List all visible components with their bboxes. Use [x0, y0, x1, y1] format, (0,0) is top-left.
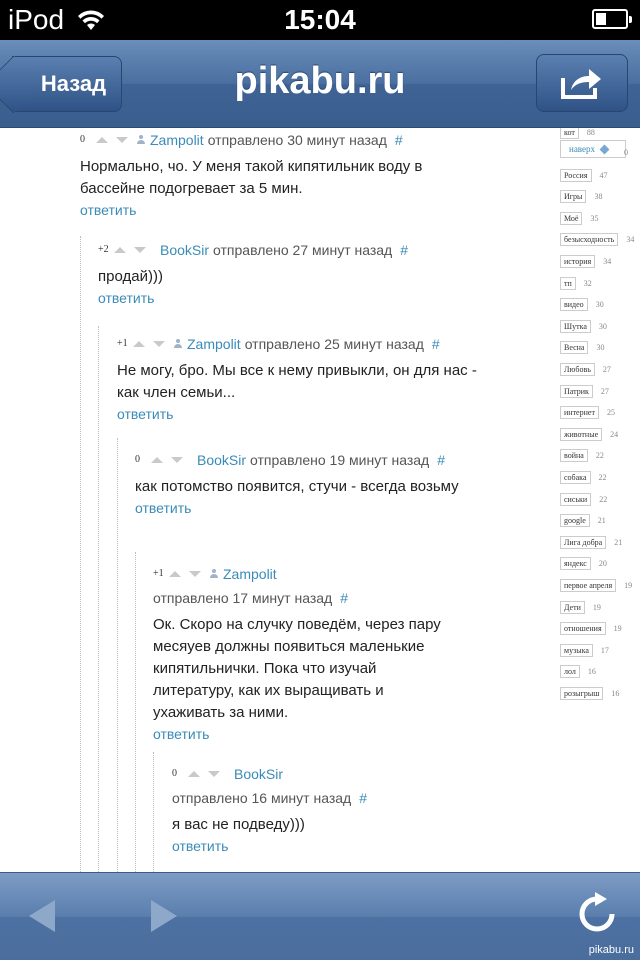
- tag-item[interactable]: [560, 319, 607, 333]
- tag-label: отношения: [560, 622, 606, 635]
- comment: [135, 448, 465, 516]
- tag-count: 19: [624, 580, 633, 590]
- comment-meta: [153, 562, 443, 610]
- tag-label: кот: [560, 128, 579, 139]
- comment-username[interactable]: Zampolit: [150, 132, 204, 148]
- tag-item[interactable]: [560, 406, 615, 420]
- tag-count: 20: [598, 559, 607, 569]
- tag-item[interactable]: [560, 665, 596, 679]
- tag-item[interactable]: [560, 384, 609, 398]
- tag-count: 30: [595, 300, 604, 310]
- tag-count: 16: [611, 688, 620, 698]
- comment-username[interactable]: BookSir: [234, 766, 284, 782]
- comment-meta: [80, 128, 480, 152]
- tag-count: 22: [595, 451, 604, 461]
- tag-count: 32: [583, 278, 592, 288]
- watermark: pikabu.ru: [588, 944, 634, 956]
- tag-count: 35: [590, 213, 599, 223]
- reply-link[interactable]: ответить: [135, 500, 192, 516]
- reload-button[interactable]: [572, 889, 622, 939]
- tag-count: 30: [598, 321, 607, 331]
- tag-label: google: [560, 514, 590, 527]
- tag-item[interactable]: [560, 492, 607, 506]
- arrow-right-icon: [143, 896, 183, 936]
- vote-up-icon[interactable]: [151, 457, 163, 463]
- tag-label: тп: [560, 277, 576, 290]
- tag-label: война: [560, 449, 588, 462]
- tag-label: Шутка: [560, 320, 591, 333]
- comment-score: 0: [172, 768, 177, 779]
- tag-item[interactable]: [560, 535, 622, 549]
- tag-count: 34: [603, 256, 612, 266]
- comment-meta: [98, 238, 458, 262]
- tag-item[interactable]: [560, 362, 611, 376]
- tag-item[interactable]: [560, 298, 604, 312]
- tag-count: 19: [613, 624, 622, 634]
- browser-back-button[interactable]: [18, 891, 68, 941]
- tag-item[interactable]: [560, 600, 601, 614]
- nav-bar: [0, 40, 640, 128]
- reply-link[interactable]: ответить: [153, 726, 210, 742]
- scroll-top-count: 0: [624, 148, 628, 157]
- tag-count: 38: [594, 192, 603, 202]
- tag-item[interactable]: [560, 190, 602, 204]
- tag-item[interactable]: [560, 276, 592, 290]
- comment-meta: [135, 448, 465, 472]
- comment-username[interactable]: BookSir: [197, 452, 247, 468]
- comment-score: 0: [135, 454, 140, 465]
- comment-time: отправлено 19 минут назад: [250, 452, 430, 468]
- comment-link[interactable]: #: [394, 132, 403, 148]
- comment-username[interactable]: Zampolit: [187, 336, 241, 352]
- comment: [117, 332, 477, 422]
- comment-score: +1: [153, 568, 164, 579]
- tag-label: животные: [560, 428, 602, 441]
- tag-item[interactable]: [560, 211, 598, 225]
- arrow-left-icon: [23, 896, 63, 936]
- comment-time: отправлено 27 минут назад: [213, 242, 393, 258]
- status-bar: [0, 0, 640, 40]
- tag-count: 21: [614, 537, 623, 547]
- comment-score: +2: [98, 244, 109, 255]
- comment-text: продай))): [98, 268, 163, 285]
- reply-link[interactable]: ответить: [117, 406, 174, 422]
- scroll-top-label: наверх: [569, 144, 596, 154]
- indent-guide: [135, 552, 136, 872]
- indent-guide: [98, 326, 99, 872]
- tag-item[interactable]: [560, 622, 622, 636]
- tag-count: 19: [592, 602, 601, 612]
- comment-username[interactable]: BookSir: [160, 242, 210, 258]
- tag-label: Игры: [560, 190, 586, 203]
- tag-label: видео: [560, 298, 588, 311]
- tag-item[interactable]: [560, 578, 632, 592]
- vote-up-icon[interactable]: [188, 771, 200, 777]
- comment-link[interactable]: #: [359, 790, 367, 806]
- comment-link[interactable]: #: [437, 452, 446, 468]
- tag-label: Весна: [560, 341, 588, 354]
- vote-down-icon[interactable]: [134, 247, 146, 253]
- tag-item[interactable]: [560, 233, 634, 247]
- tag-label: Патрик: [560, 385, 593, 398]
- vote-down-icon[interactable]: [189, 571, 201, 577]
- battery-level: [596, 13, 606, 25]
- tag-item[interactable]: [560, 557, 607, 571]
- carrier-label: iPod: [8, 4, 65, 35]
- tag-label: история: [560, 255, 595, 268]
- battery-icon: [592, 9, 628, 29]
- tag-count: 17: [600, 645, 609, 655]
- tag-count: 88: [586, 128, 595, 137]
- vote-down-icon[interactable]: [208, 771, 220, 777]
- tag-label: яндекс: [560, 557, 591, 570]
- vote-up-icon[interactable]: [133, 341, 145, 347]
- indent-guide: [153, 752, 154, 872]
- vote-up-icon[interactable]: [114, 247, 126, 253]
- comment-score: 0: [80, 134, 85, 145]
- tag-count: 27: [600, 386, 609, 396]
- tag-item[interactable]: [560, 514, 606, 528]
- tag-item[interactable]: [560, 168, 608, 182]
- tag-count: 24: [610, 429, 619, 439]
- comment-time: отправлено 17 минут назад: [153, 590, 333, 606]
- tag-label: розыгрыш: [560, 687, 603, 700]
- back-button-label: Назад: [40, 71, 107, 96]
- comment-text: Нормально, чо. У меня такой кипятильник воду в бассейне подогревает за 5 мин.: [80, 158, 423, 197]
- tag-item[interactable]: [560, 427, 618, 441]
- comment-text: Ок. Скоро на случку поведём, через пару месяуев должны появиться маленькие кипятильнички. Пока что изучай литературу, как их выращивать и ухаживать за ними.: [153, 616, 441, 721]
- reload-icon: [574, 891, 620, 937]
- browser-forward-button[interactable]: [138, 891, 188, 941]
- tag-item[interactable]: [560, 470, 607, 484]
- tag-label: Дети: [560, 601, 585, 614]
- tag-count: 16: [587, 667, 596, 677]
- tag-item[interactable]: [560, 341, 604, 355]
- reply-link[interactable]: ответить: [172, 838, 229, 854]
- tag-label: сиськи: [560, 493, 591, 506]
- comment-text: как потомство появится, стучи - всегда возьму: [135, 478, 459, 495]
- share-icon: [559, 66, 605, 100]
- comment-meta: [117, 332, 477, 356]
- comments-area: [0, 128, 640, 872]
- tag-label: Любовь: [560, 363, 595, 376]
- comment-text: я вас не подведу))): [172, 816, 305, 833]
- indent-guide: [80, 236, 81, 872]
- tag-count: 21: [597, 516, 606, 526]
- share-button[interactable]: [536, 54, 628, 112]
- vote-down-icon[interactable]: [153, 341, 165, 347]
- tag-count: 34: [626, 235, 635, 245]
- reply-link[interactable]: ответить: [80, 202, 137, 218]
- tag-label: Лига добра: [560, 536, 606, 549]
- tag-count: 22: [598, 472, 607, 482]
- comment-score: +1: [117, 338, 128, 349]
- user-icon: [173, 339, 183, 349]
- tag-count: 27: [602, 364, 611, 374]
- tag-label: Моё: [560, 212, 582, 225]
- indent-guide: [117, 438, 118, 872]
- tag-item[interactable]: [560, 686, 619, 700]
- comment: [172, 762, 442, 854]
- comment-meta: [172, 762, 442, 810]
- tag-count: 47: [599, 170, 608, 180]
- tag-item[interactable]: [560, 449, 604, 463]
- comment-text: Не могу, бро. Мы все к нему привыкли, он для нас - как член семьи...: [117, 362, 477, 401]
- tag-label: лол: [560, 665, 580, 678]
- vote-down-icon[interactable]: [116, 137, 128, 143]
- comment-link[interactable]: #: [431, 336, 440, 352]
- vote-down-icon[interactable]: [171, 457, 183, 463]
- up-arrow-icon: [600, 144, 610, 154]
- tag-label: безысходность: [560, 233, 618, 246]
- user-icon: [136, 135, 146, 145]
- tag-item[interactable]: [560, 128, 595, 139]
- tag-count: 25: [606, 408, 615, 418]
- comment-username[interactable]: Zampolit: [223, 566, 277, 582]
- tag-label: Россия: [560, 169, 592, 182]
- comment-link[interactable]: #: [400, 242, 409, 258]
- tag-count: 22: [599, 494, 608, 504]
- status-time: 15:04: [284, 4, 356, 35]
- vote-up-icon[interactable]: [96, 137, 108, 143]
- comment-time: отправлено 16 минут назад: [172, 790, 352, 806]
- comment: [98, 238, 458, 306]
- tag-label: музыка: [560, 644, 593, 657]
- tag-count: 30: [596, 343, 605, 353]
- tag-label: первое апреля: [560, 579, 616, 592]
- scroll-top-button[interactable]: [560, 140, 626, 158]
- comment-link[interactable]: #: [340, 590, 348, 606]
- comment: [153, 562, 443, 742]
- reply-link[interactable]: ответить: [98, 290, 155, 306]
- tag-label: собака: [560, 471, 591, 484]
- user-icon: [209, 569, 219, 579]
- bottom-toolbar: [0, 872, 640, 960]
- tag-label: интернет: [560, 406, 599, 419]
- comment: [80, 128, 480, 218]
- tag-item[interactable]: [560, 643, 609, 657]
- page-title: pikabu.ru: [234, 60, 406, 102]
- vote-up-icon[interactable]: [169, 571, 181, 577]
- comment-time: отправлено 30 минут назад: [207, 132, 387, 148]
- tag-item[interactable]: [560, 254, 611, 268]
- comment-time: отправлено 25 минут назад: [244, 336, 424, 352]
